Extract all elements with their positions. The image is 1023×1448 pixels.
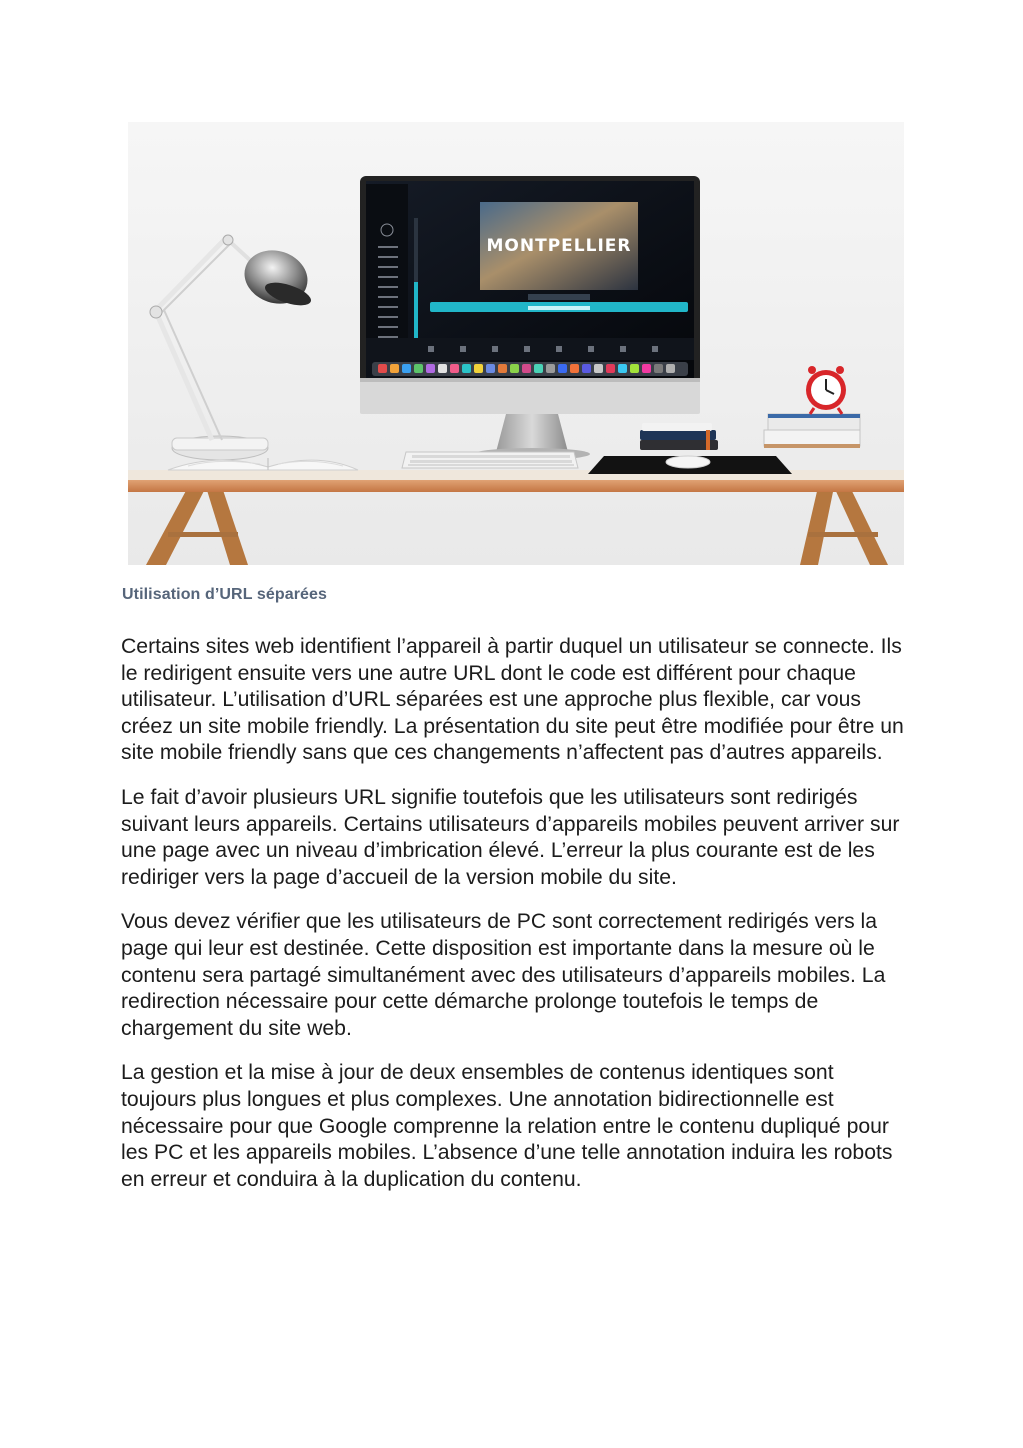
paragraph: La gestion et la mise à jour de deux ensembles de contenus identiques sont toujours plus longues et plus complexes. Une annotation bidirectionnelle est nécessaire pour que Google comprenne la relation entre le contenu dupliqué pour les PC et les appareils mobiles. L’absence d’une telle annotation induira les robots en erreur et conduira à la duplication du contenu. <box>121 1061 893 1191</box>
notebook-stack <box>640 423 718 450</box>
desk-edge <box>128 480 904 492</box>
image-caption: Utilisation d’URL séparées <box>122 586 328 603</box>
hero-desk-photo <box>128 122 904 565</box>
mouse <box>666 456 710 468</box>
article-body <box>121 634 911 1211</box>
paragraph: Vous devez vérifier que les utilisateurs de PC sont correctement redirigés vers la page qui leur est destinée. Cette disposition est importante dans la mesure où le contenu sera partagé simultanément avec des utilisateurs d’appareils mobiles. La redirection nécessaire pour cette démarche prolonge toutefois le temps de chargement du site web. <box>121 910 886 1040</box>
paragraph: Certains sites web identifient l’appareil à partir duquel un utilisateur se connecte. Ils le redirigent ensuite vers une autre URL dont le code est différent pour chaque utilisateur. L’utilisation d’URL séparées est une approche plus flexible, car vous créez un site mobile friendly. La présentation du site peut être modifiée pour être un site mobile friendly sans que ces changements n’affectent pas d’autres appareils. <box>121 635 904 765</box>
keyboard <box>402 452 578 468</box>
paragraph: Le fait d’avoir plusieurs URL signifie toutefois que les utilisateurs sont redirigés suivant leurs appareils. Certains utilisateurs d’appareils mobiles peuvent arriver sur une page avec un niveau d’imbrication élevé. L’erreur la plus courante est de les rediriger vers la page d’accueil de la version mobile du site. <box>121 785 900 889</box>
screen-banner-text: MONTPELLIER <box>486 236 632 256</box>
